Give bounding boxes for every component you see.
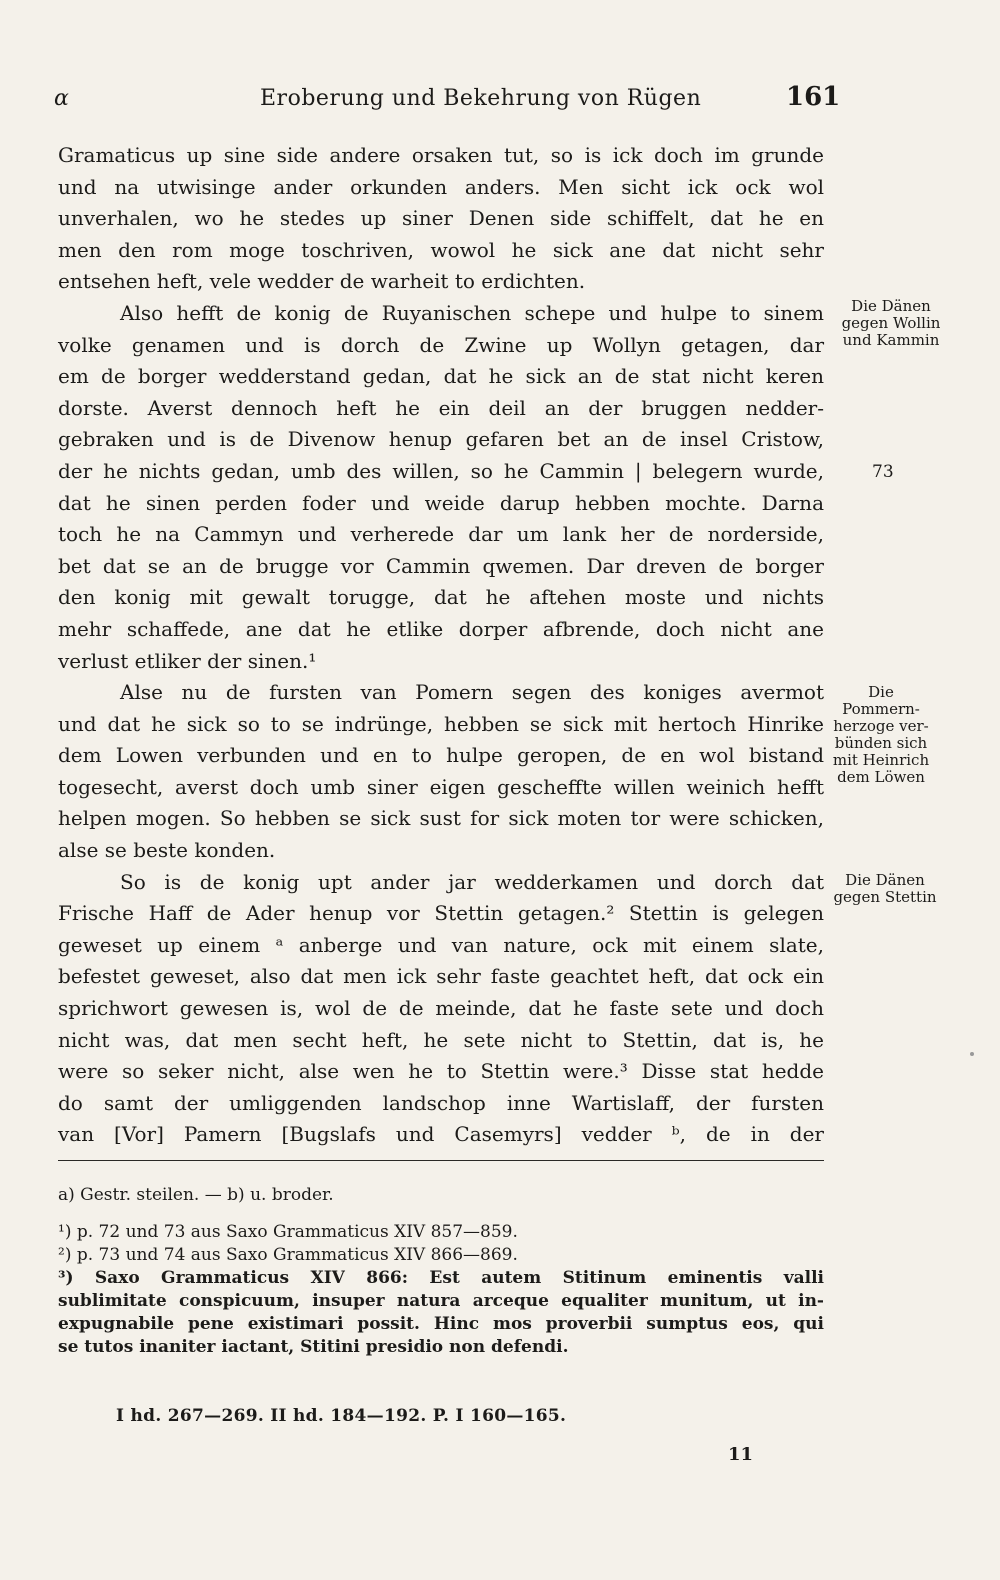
text-line: sprichwort gewesen is, wol de de meinde, dat he faste sete und doch (58, 996, 824, 1021)
text-line: der he nichts gedan, umb des willen, so he Cammin | belegern wurde, (58, 458, 824, 483)
margin-note-line: Pommern- (842, 700, 920, 718)
text-line: toch he na Cammyn und verherede dar um lank her de norderside, (58, 522, 824, 547)
margin-note-danes-stettin (830, 872, 940, 906)
margin-note-line: und Kammin (842, 331, 940, 349)
footnotes (58, 1184, 824, 1359)
header-signature-letter: α (54, 86, 69, 111)
footnote-1: ¹) p. 72 und 73 aus Saxo Grammaticus XIV 857—859. (58, 1222, 518, 1242)
main-text (58, 140, 824, 1151)
manuscript-references: I hd. 267—269. II hd. 184—192. P. I 160—165. (116, 1406, 567, 1426)
text-line: togesecht, averst doch umb siner eigen gescheffte willen weinich hefft (58, 774, 824, 799)
margin-note-line: mit Heinrich (832, 751, 930, 769)
text-line: Alse nu de fursten van Pomern segen des koniges avermot (120, 680, 824, 705)
text-line: Frische Haff de Ader henup vor Stettin getagen.² Stettin is gelegen (58, 901, 824, 926)
text-line: volke genamen und is dorch de Zwine up Wollyn getagen, dar (58, 332, 824, 357)
text-line: mehr schaffede, ane dat he etlike dorper afbrende, doch nicht ane (58, 616, 824, 641)
paper-speck (970, 1052, 974, 1056)
text-line: entsehen heft, vele wedder de warheit to erdichten. (58, 269, 586, 294)
margin-note-line: gegen Stettin (833, 888, 937, 906)
text-line: gebraken und is de Divenow henup gefaren bet an de insel Cristow, (58, 427, 824, 452)
text-line: alse se beste konden. (58, 838, 276, 863)
text-line: geweset up einem ᵃ anberge und van nature, ock mit einem slate, (58, 932, 824, 957)
printer-signature: 11 (728, 1444, 754, 1465)
footnote-2: ²) p. 73 und 74 aus Saxo Grammaticus XIV 866—869. (58, 1245, 518, 1265)
margin-note-line: herzoge ver- (833, 717, 929, 735)
footnote-3-line: expugnabile pene existimari possit. Hinc mos proverbii sumptus eos, qui (58, 1314, 824, 1334)
margin-note-line: bünden sich (834, 734, 928, 752)
footnote-3-line: ³) Saxo Grammaticus XIV 866: Est autem Stitinum eminentis valli (58, 1268, 824, 1288)
margin-note-line: dem Löwen (837, 768, 925, 786)
text-line: were so seker nicht, alse wen he to Stettin were.³ Disse stat hedde (58, 1059, 824, 1084)
text-line: Gramaticus up sine side andere orsaken tut, so is ick doch im grunde (58, 143, 824, 167)
margin-note-line: Die Dänen (845, 871, 925, 889)
textual-variants-note: a) Gestr. steilen. — b) u. broder. (58, 1185, 334, 1205)
text-line: Also hefft de konig de Ruyanischen schepe und hulpe to sinem (120, 300, 824, 325)
margin-note-pomeranian-dukes (826, 684, 936, 786)
text-line: men den rom moge toschriven, wowol he sick ane dat nicht sehr (58, 237, 824, 262)
margin-page-reference: 73 (872, 462, 894, 482)
margin-note-line: Die (868, 683, 894, 701)
text-line: helpen mogen. So hebben se sick sust for sick moten tor were schicken, (58, 806, 824, 831)
text-line: So is de konig upt ander jar wedderkamen und dorch dat (120, 869, 824, 894)
text-line: nicht was, dat men secht heft, he sete nicht to Stettin, dat is, he (58, 1027, 824, 1052)
text-line: do samt der umliggenden landschop inne Wartislaff, der fursten (58, 1090, 824, 1115)
margin-note-line: Die Dänen (851, 297, 931, 315)
footnote-3-line: se tutos inaniter iactant, Stitini presidio non defendi. (58, 1337, 569, 1357)
text-line: und na utwisinge ander orkunden anders. Men sicht ick ock wol (58, 174, 824, 199)
footnote-divider (58, 1160, 824, 1161)
text-line: verlust etliker der sinen.¹ (58, 648, 317, 673)
page-number: 161 (786, 82, 841, 112)
text-line: em de borger wedderstand gedan, dat he sick an de stat nicht keren (58, 364, 824, 389)
text-line: und dat he sick so to se indrünge, hebben se sick mit hertoch Hinrike (58, 711, 824, 736)
text-line: dat he sinen perden foder und weide darup hebben mochte. Darna (58, 490, 824, 515)
text-line: den konig mit gewalt torugge, dat he aftehen moste und nichts (58, 585, 824, 610)
margin-note-line: gegen Wollin (841, 314, 941, 332)
running-title: Eroberung und Bekehrung von Rügen (260, 86, 702, 111)
text-line: van [Vor] Pamern [Bugslafs und Casemyrs] vedder ᵇ, de in der (58, 1122, 824, 1147)
text-line: dorste. Averst dennoch heft he ein deil an der bruggen nedder- (58, 395, 824, 420)
footnote-3-line: sublimitate conspicuum, insuper natura arceque equaliter munitum, ut in- (58, 1291, 824, 1311)
text-line: unverhalen, wo he stedes up siner Denen side schiffelt, dat he en (58, 206, 824, 231)
text-line: befestet geweset, also dat men ick sehr faste geachtet heft, dat ock ein (58, 964, 824, 989)
margin-note-danes-wollin (836, 298, 946, 349)
text-line: dem Lowen verbunden und en to hulpe geropen, de en wol bistand (58, 743, 824, 768)
text-line: bet dat se an de brugge vor Cammin qwemen. Dar dreven de borger (58, 553, 824, 578)
